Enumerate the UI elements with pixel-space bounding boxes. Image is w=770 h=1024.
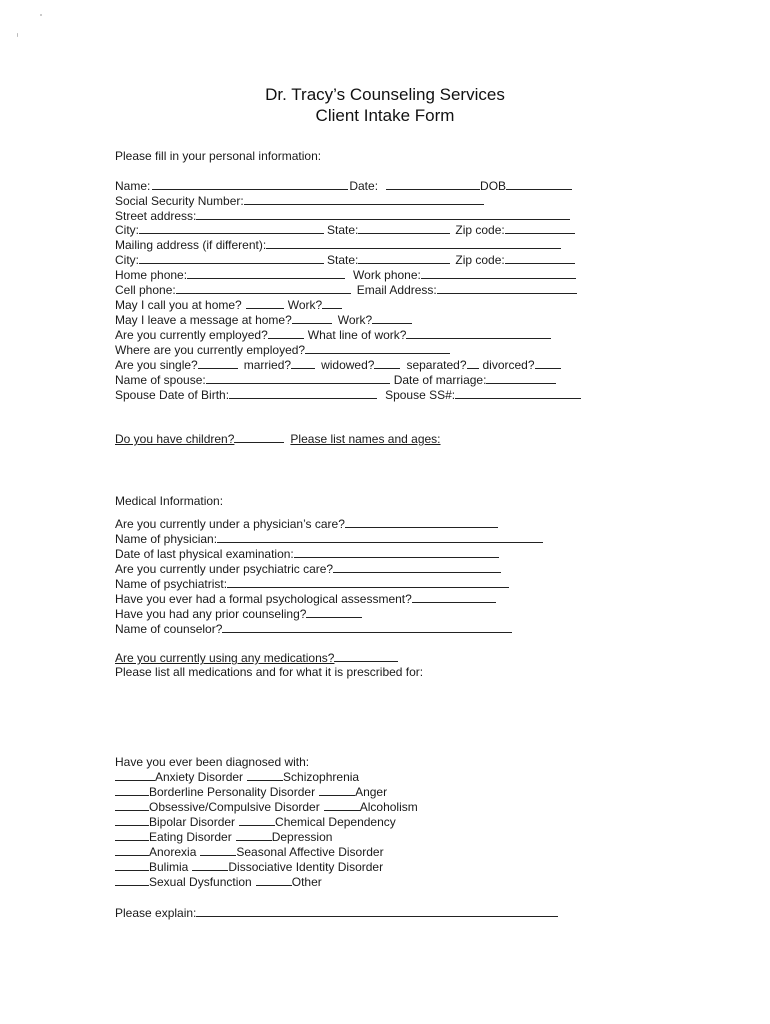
checkbox-line[interactable] [256, 874, 292, 886]
spouse-dob-label: Spouse Date of Birth: [115, 388, 230, 402]
street-row [115, 208, 570, 223]
condition-label: Dissociative Identity Disorder [228, 860, 384, 874]
diagnosis-heading [115, 755, 309, 769]
separated-label: separated? [406, 358, 467, 372]
assessment-label: Have you ever had a formal psychological assessment? [115, 592, 412, 606]
email-label: Email Address: [356, 283, 437, 297]
message-row [115, 312, 412, 327]
checkbox-line[interactable] [115, 844, 149, 856]
condition-label: Borderline Personality Disorder [149, 785, 316, 799]
widowed-field[interactable] [374, 357, 400, 369]
checkbox-line[interactable] [115, 784, 149, 796]
diagnosis-row [115, 844, 384, 859]
physician-care-field[interactable] [345, 516, 498, 528]
counselor-label: Name of counselor? [115, 622, 223, 636]
condition-label: Bulimia [149, 860, 189, 874]
line-of-work-label: What line of work? [307, 328, 407, 342]
scan-speck [17, 33, 18, 37]
condition-label: Sexual Dysfunction [149, 875, 252, 889]
condition-label: Eating Disorder [149, 830, 232, 844]
work-phone-label: Work phone: [353, 268, 421, 282]
msg-home-label: May I leave a message at home? [115, 313, 292, 327]
work-phone-field[interactable] [421, 267, 576, 279]
married-field[interactable] [291, 357, 315, 369]
cell-email-row [115, 282, 577, 297]
diagnosis-heading-text: Have you ever been diagnosed with: [115, 755, 310, 769]
checkbox-line[interactable] [115, 814, 149, 826]
children-list-label: Please list names and ages: [290, 432, 441, 446]
psychiatrist-label: Name of psychiatrist: [115, 577, 228, 591]
checkbox-line[interactable] [192, 859, 228, 871]
employed-label: Are you currently employed? [115, 328, 268, 342]
city2-field[interactable] [139, 252, 324, 264]
condition-label: Depression [271, 830, 333, 844]
checkbox-line[interactable] [239, 814, 275, 826]
divorced-field[interactable] [535, 357, 561, 369]
state-label: State: [327, 223, 359, 237]
condition-label: Anxiety Disorder [155, 770, 244, 784]
phone-row [115, 267, 576, 282]
checkbox-line[interactable] [115, 859, 149, 871]
mailing-row [115, 237, 561, 252]
explain-row [115, 905, 558, 920]
condition-label: Anorexia [149, 845, 197, 859]
physician-name-row [115, 531, 543, 546]
line-of-work-field[interactable] [406, 327, 551, 339]
dob-field[interactable] [506, 178, 572, 190]
condition-label: Seasonal Affective Disorder [236, 845, 384, 859]
checkbox-line[interactable] [236, 829, 272, 841]
zip-field[interactable] [505, 222, 575, 234]
city-label: City: [115, 223, 139, 237]
checkbox-line[interactable] [115, 799, 149, 811]
assessment-field[interactable] [412, 591, 496, 603]
assessment-row [115, 591, 496, 606]
personal-info-intro [115, 149, 321, 163]
name-label: Name: [115, 179, 151, 193]
where-employed-label: Where are you currently employed? [115, 343, 306, 357]
city2-row [115, 252, 575, 267]
msg-work-label: Work? [337, 313, 373, 327]
physician-name-label: Name of physician: [115, 532, 218, 546]
name-field[interactable] [152, 178, 348, 190]
state2-field[interactable] [358, 252, 450, 264]
widowed-label: widowed? [321, 358, 375, 372]
zip-label: Zip code: [455, 223, 505, 237]
psychiatric-care-label: Are you currently under psychiatric care? [115, 562, 334, 576]
scan-speck [40, 14, 42, 16]
cell-phone-field[interactable] [176, 282, 351, 294]
city2-label: City: [115, 253, 139, 267]
spouse-ss-label: Spouse SS#: [385, 388, 456, 402]
diagnosis-row [115, 799, 418, 814]
medications-label: Are you currently using any medications? [115, 651, 335, 665]
where-employed-row [115, 342, 450, 357]
spouse-name-field[interactable] [206, 372, 390, 384]
condition-label: Alcoholism [359, 800, 418, 814]
counselor-field[interactable] [222, 621, 512, 633]
prior-counseling-field[interactable] [306, 606, 362, 618]
medications-field[interactable] [334, 650, 398, 662]
medications-list-label: Please list all medications and for what it is prescribed for: [115, 665, 424, 679]
separated-field[interactable] [467, 357, 479, 369]
home-phone-field[interactable] [187, 267, 345, 279]
condition-label: Chemical Dependency [275, 815, 396, 829]
checkbox-line[interactable] [115, 829, 149, 841]
form-title: Dr. Tracy’s Counseling Services [265, 85, 505, 104]
cell-phone-label: Cell phone: [115, 283, 176, 297]
checkbox-line[interactable] [247, 769, 283, 781]
condition-label: Schizophrenia [283, 770, 360, 784]
diagnosis-row [115, 859, 383, 874]
diagnosis-row [115, 874, 322, 889]
dob-label: DOB [480, 179, 507, 193]
explain-field[interactable] [196, 905, 558, 917]
ssn-label: Social Security Number: [115, 194, 244, 208]
mailing-field[interactable] [266, 237, 561, 249]
medications-list-row [115, 665, 423, 679]
state-field[interactable] [358, 222, 450, 234]
checkbox-line[interactable] [319, 784, 355, 796]
call-work-field[interactable] [322, 297, 342, 309]
date-field[interactable] [386, 178, 480, 190]
street-label: Street address: [115, 209, 197, 223]
intro-text: Please fill in your personal information: [115, 149, 322, 163]
call-row [115, 297, 342, 312]
prior-counseling-row [115, 606, 362, 621]
physician-care-row [115, 516, 498, 531]
ssn-field[interactable] [244, 193, 484, 205]
condition-label: Anger [355, 785, 388, 799]
medical-heading-text: Medical Information: [115, 494, 224, 508]
checkbox-line[interactable] [115, 874, 149, 886]
physician-name-field[interactable] [217, 531, 543, 543]
employed-field[interactable] [268, 327, 304, 339]
checkbox-line[interactable] [115, 769, 155, 781]
marriage-date-field[interactable] [486, 372, 556, 384]
call-home-label: May I call you at home? [115, 298, 242, 312]
email-field[interactable] [437, 282, 577, 294]
msg-home-field[interactable] [292, 312, 332, 324]
spouse-ss-field[interactable] [455, 387, 581, 399]
condition-label: Obsessive/Compulsive Disorder [149, 800, 320, 814]
physician-care-label: Are you currently under a physician’s care? [115, 517, 345, 531]
single-label: Are you single? [115, 358, 198, 372]
last-exam-field[interactable] [294, 546, 499, 558]
medical-heading [115, 494, 223, 508]
msg-work-field[interactable] [372, 312, 412, 324]
checkbox-line[interactable] [324, 799, 360, 811]
condition-label: Other [291, 875, 322, 889]
where-employed-field[interactable] [305, 342, 450, 354]
city-field[interactable] [139, 222, 324, 234]
marital-row [115, 357, 561, 372]
counselor-row [115, 621, 512, 636]
marriage-date-label: Date of marriage: [393, 373, 487, 387]
medications-row [115, 650, 398, 665]
diagnosis-row [115, 769, 359, 784]
home-phone-label: Home phone: [115, 268, 188, 282]
spouse-name-label: Name of spouse: [115, 373, 206, 387]
form-subtitle: Client Intake Form [315, 106, 455, 125]
psychiatrist-row [115, 576, 509, 591]
last-exam-row [115, 546, 499, 561]
date-label: Date: [349, 179, 379, 193]
spouse-dob-row [115, 387, 581, 402]
prior-counseling-label: Have you had any prior counseling? [115, 607, 307, 621]
call-home-field[interactable] [246, 297, 284, 309]
spouse-row [115, 372, 556, 387]
street-field[interactable] [196, 208, 570, 220]
diagnosis-row [115, 829, 332, 844]
last-exam-label: Date of last physical examination: [115, 547, 294, 561]
ssn-row [115, 193, 484, 208]
psychiatrist-field[interactable] [227, 576, 509, 588]
employed-row [115, 327, 551, 342]
children-row [115, 431, 441, 446]
checkbox-line[interactable] [200, 844, 236, 856]
state2-label: State: [327, 253, 359, 267]
explain-label: Please explain: [115, 906, 197, 920]
single-field[interactable] [198, 357, 238, 369]
diagnosis-row [115, 814, 396, 829]
divorced-label: divorced? [482, 358, 535, 372]
city-row [115, 222, 575, 237]
condition-label: Bipolar Disorder [149, 815, 236, 829]
zip2-field[interactable] [505, 252, 575, 264]
spouse-dob-field[interactable] [229, 387, 377, 399]
married-label: married? [243, 358, 292, 372]
mailing-label: Mailing address (if different): [115, 238, 267, 252]
diagnosis-row [115, 784, 387, 799]
psychiatric-care-field[interactable] [333, 561, 501, 573]
children-label: Do you have children? [115, 432, 235, 446]
name-row [115, 178, 572, 193]
zip2-label: Zip code: [455, 253, 505, 267]
call-work-label: Work? [287, 298, 323, 312]
psychiatric-care-row [115, 561, 501, 576]
children-field[interactable] [234, 431, 284, 443]
